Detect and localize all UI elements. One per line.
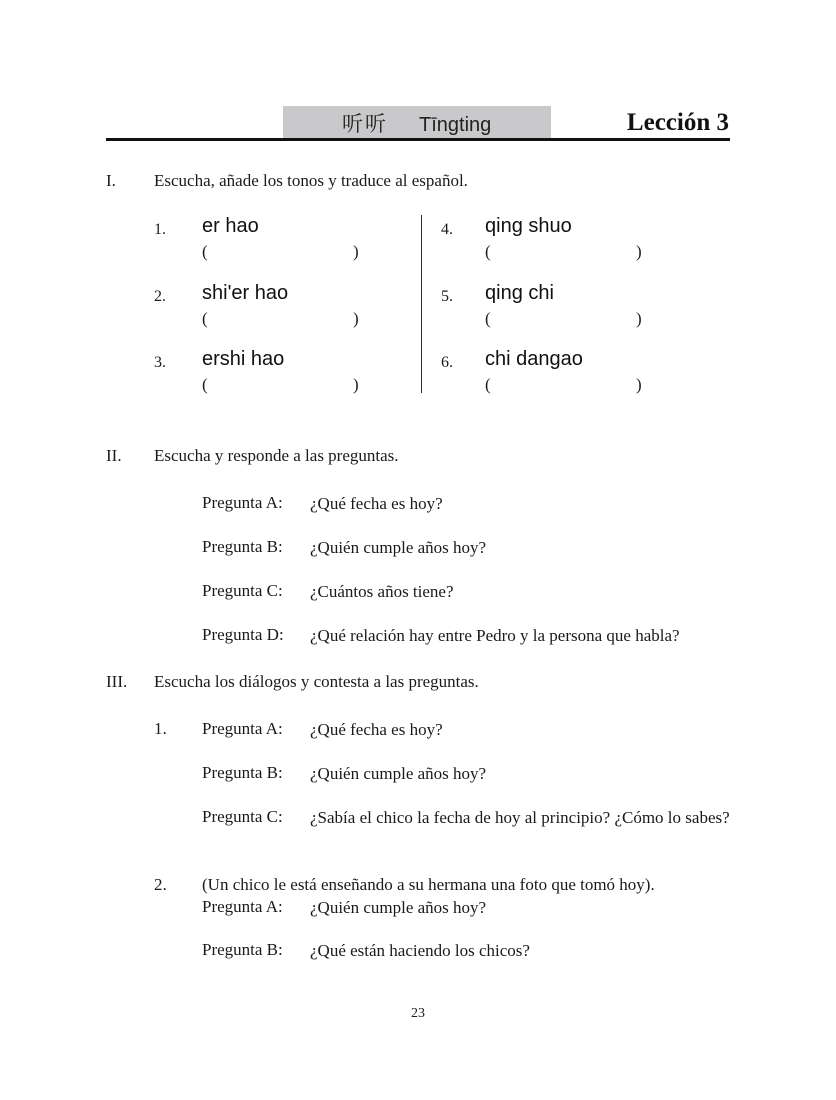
s2-question-d-text: ¿Qué relación hay entre Pedro y la persona que habla? (310, 626, 680, 645)
s2-question-d-label: Pregunta D: (202, 625, 284, 644)
section-2-number: II. (106, 446, 122, 465)
d1-question-c-label: Pregunta C: (202, 807, 283, 826)
page-number: 23 (411, 1006, 425, 1021)
item-5-number: 5. (441, 288, 453, 305)
header-chinese-title: 听听 (342, 112, 388, 136)
column-divider (421, 215, 422, 393)
d2-question-a-label: Pregunta A: (202, 897, 283, 916)
s2-question-c-label: Pregunta C: (202, 581, 283, 600)
d2-question-b-label: Pregunta B: (202, 940, 283, 959)
item-2-word: shi'er hao (202, 282, 289, 304)
item-3-open-paren: ( (202, 375, 208, 394)
d1-question-a-text: ¿Qué fecha es hoy? (310, 720, 443, 739)
dialog-1-number: 1. (154, 719, 167, 738)
item-6-close-paren: ) (636, 375, 642, 394)
item-4-close-paren: ) (636, 242, 642, 261)
item-3-word: ershi hao (202, 348, 285, 370)
item-3-close-paren: ) (353, 375, 359, 394)
item-4-word: qing shuo (485, 215, 572, 237)
item-2-number: 2. (154, 288, 166, 305)
header-rule (106, 138, 730, 141)
s2-question-b-label: Pregunta B: (202, 537, 283, 556)
item-6-word: chi dangao (485, 348, 583, 370)
s2-question-a-label: Pregunta A: (202, 493, 283, 512)
d1-question-c-text: ¿Sabía el chico la fecha de hoy al principio? ¿Cómo lo sabes? (310, 808, 730, 827)
item-6-open-paren: ( (485, 375, 491, 394)
item-1-open-paren: ( (202, 242, 208, 261)
section-2-instruction: Escucha y responde a las preguntas. (154, 446, 399, 465)
s2-question-a-text: ¿Qué fecha es hoy? (310, 494, 443, 513)
item-1-close-paren: ) (353, 242, 359, 261)
dialog-2-number: 2. (154, 875, 167, 894)
s2-question-c-text: ¿Cuántos años tiene? (310, 582, 454, 601)
section-1-instruction: Escucha, añade los tonos y traduce al español. (154, 171, 468, 190)
section-3-number: III. (106, 672, 128, 691)
header-pinyin-title: Tīngting (419, 114, 492, 136)
d1-question-a-label: Pregunta A: (202, 719, 283, 738)
d2-question-b-text: ¿Qué están haciendo los chicos? (310, 941, 530, 960)
section-1-number: I. (106, 171, 116, 190)
item-5-close-paren: ) (636, 309, 642, 328)
item-2-close-paren: ) (353, 309, 359, 328)
header-banner (283, 106, 551, 138)
d1-question-b-text: ¿Quién cumple años hoy? (310, 764, 487, 783)
item-2-open-paren: ( (202, 309, 208, 328)
item-6-number: 6. (441, 354, 453, 371)
item-3-number: 3. (154, 354, 166, 371)
s2-question-b-text: ¿Quién cumple años hoy? (310, 538, 487, 557)
item-5-word: qing chi (485, 282, 554, 304)
dialog-2-context: (Un chico le está enseñando a su hermana una foto que tomó hoy). (202, 875, 655, 894)
d1-question-b-label: Pregunta B: (202, 763, 283, 782)
item-5-open-paren: ( (485, 309, 491, 328)
lesson-title: Lección 3 (626, 109, 729, 136)
item-4-number: 4. (441, 221, 453, 238)
item-4-open-paren: ( (485, 242, 491, 261)
d2-question-a-text: ¿Quién cumple años hoy? (310, 898, 487, 917)
item-1-number: 1. (154, 221, 166, 238)
section-3-instruction: Escucha los diálogos y contesta a las preguntas. (154, 672, 479, 691)
item-1-word: er hao (202, 215, 259, 237)
